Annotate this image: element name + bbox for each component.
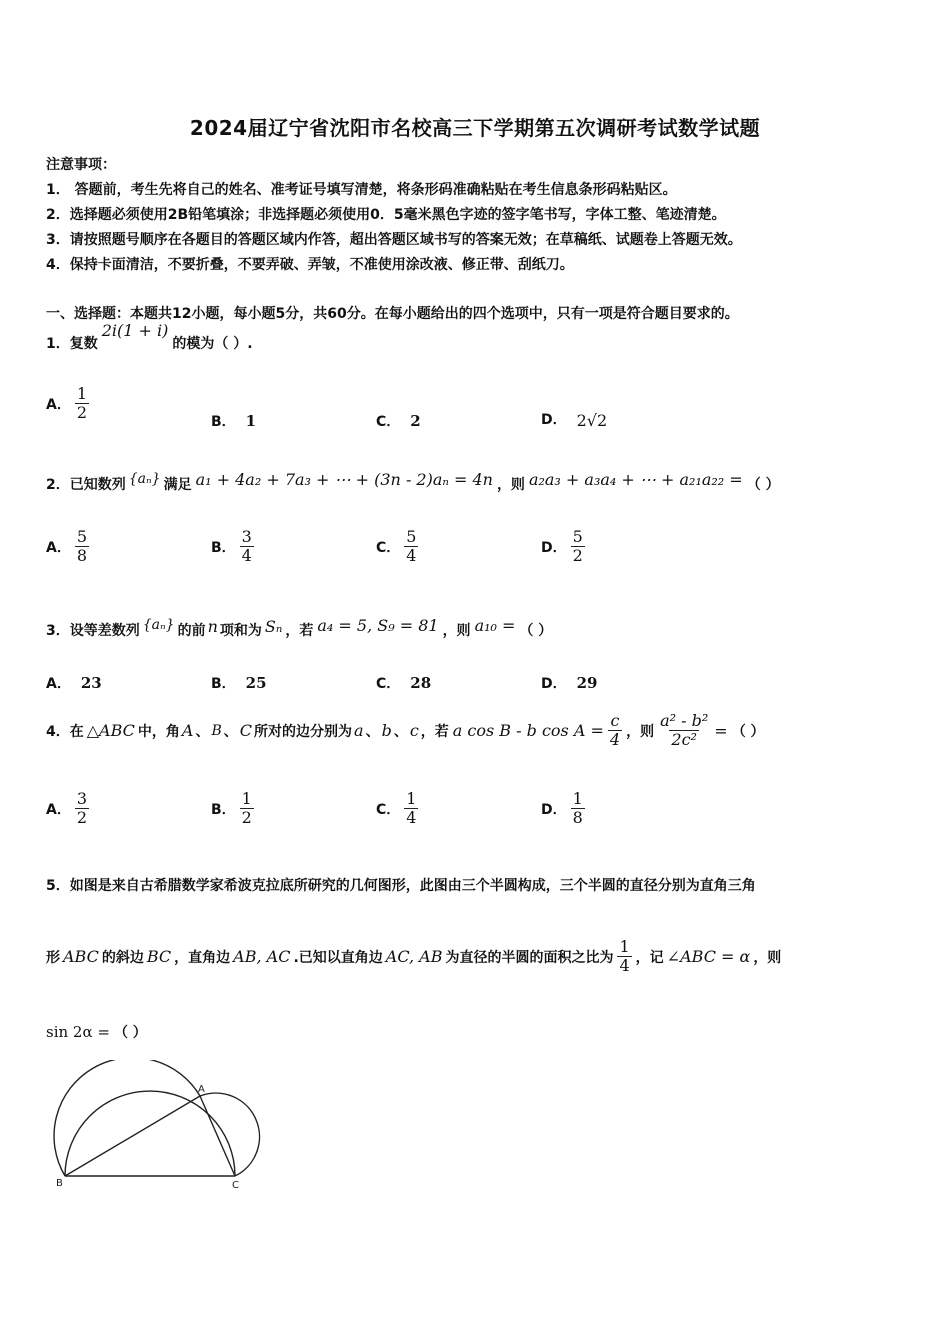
notice-item-2: 2．选择题必须使用2B铅笔填涂；非选择题必须使用0．5毫米黑色字迹的签字笔书写，字体工整、笔迹清楚。 — [46, 207, 726, 223]
fraction: $\frac{1}{4}$ — [619, 937, 630, 976]
q2-option-b[interactable]: B． $\frac{3}{4}$ — [211, 527, 252, 566]
question-5-line-1: 5．如图是来自古希腊数学家希波克拉底所研究的几何图形，此图由三个半圆构成，三个半圆的直径分别为直角三角 — [46, 878, 756, 894]
question-3: 3．设等差数列 {aₙ} 的前 n 项和为 Sₙ ，若 a₄ = 5, S₉ = 81 ，则 a₁₀ = （ ） — [46, 616, 553, 639]
fraction: $\frac{3}{2}$ — [76, 789, 88, 828]
q1-option-c[interactable]: C． 2 — [376, 412, 421, 430]
page-title: 2024届辽宁省沈阳市名校高三下学期第五次调研考试数学试题 — [189, 116, 761, 140]
q4-option-d[interactable]: D． $\frac{1}{8}$ — [541, 789, 583, 828]
q3-option-a[interactable]: A． 23 — [46, 674, 102, 692]
label-c: C — [232, 1180, 239, 1191]
segment-ac — [200, 1096, 235, 1176]
q2-expression: a₂a₃ + a₃a₄ + ⋯ + a₂₁a₂₂ = — [528, 470, 743, 489]
q1-option-a[interactable]: A． $\frac{1}{2}$ — [46, 384, 88, 423]
question-2: 2．已知数列 {aₙ} 满足 a₁ + 4a₂ + 7a₃ + ⋯ + (3n - 2)aₙ = 4n ，则 a₂a₃ + a₃a₄ + ⋯ + a₂₁a₂₂ = （ ） — [46, 470, 780, 493]
q4-option-a[interactable]: A． $\frac{3}{2}$ — [46, 789, 88, 828]
fraction: $\frac{1}{4}$ — [406, 789, 417, 828]
semicircle-bc — [65, 1091, 235, 1176]
q1-tail: 的模为（ ）. — [172, 336, 253, 352]
label-a: A — [198, 1084, 205, 1095]
q1-prefix: 1．复数 — [46, 336, 98, 352]
q2-option-d[interactable]: D． $\frac{5}{2}$ — [541, 527, 583, 566]
q1-expression: 2i(1 + i) — [101, 321, 169, 340]
question-4: 4．在 △ABC 中，角 A 、 B 、 C 所对的边分别为 a 、 b 、 c ，若 a cos B - b cos A = $\frac{c}{4}$ ，则 $\frac{\text{a² - b²}}{\text{2c²}}$ = （ ） — [46, 711, 765, 750]
notice-item-1: 1． 答题前，考生先将自己的姓名、准考证号填写清楚，将条形码准确粘贴在考生信息条形码粘贴区。 — [46, 182, 677, 198]
figure-lines — [54, 1060, 259, 1176]
notice-item-4: 4．保持卡面清洁，不要折叠，不要弄破、弄皱，不准使用涂改液、修正带、刮纸刀。 — [46, 257, 574, 273]
notice-heading: 注意事项： — [46, 157, 116, 173]
q2-sequence: {aₙ} — [128, 471, 161, 487]
notice-item-3: 3．请按照题号顺序在各题目的答题区域内作答，超出答题区域书写的答案无效；在草稿纸、试题卷上答题无效。 — [46, 232, 742, 248]
question-5-line-2: 形 ABC 的斜边 BC ，直角边 AB, AC .已知以直角边 AC, AB 为直径的半圆的面积之比为 $\frac{1}{4}$ ，记 ∠ABC = α ，则 — [46, 937, 782, 976]
q3-option-c[interactable]: C． 28 — [376, 674, 432, 692]
q1-option-b[interactable]: B． 1 — [211, 412, 257, 430]
fraction: $\frac{5}{8}$ — [76, 527, 88, 566]
segment-ba — [65, 1096, 200, 1176]
q2-option-a[interactable]: A． $\frac{5}{8}$ — [46, 527, 88, 566]
question-1 — [46, 321, 253, 353]
q3-prefix: 3．设等差数列 — [46, 623, 140, 639]
fraction: $\frac{5}{2}$ — [572, 527, 583, 566]
q3-condition: a₄ = 5, S₉ = 81 — [317, 616, 439, 635]
q1-option-d[interactable]: D． 2√2 — [541, 410, 608, 430]
fraction: $\frac{3}{4}$ — [241, 527, 252, 566]
q3-option-b[interactable]: B． 25 — [211, 674, 267, 692]
fraction: $\frac{1}{8}$ — [572, 789, 583, 828]
q3-option-d[interactable]: D． 29 — [541, 674, 598, 692]
q4-option-b[interactable]: B． $\frac{1}{2}$ — [211, 789, 252, 828]
q2-condition: a₁ + 4a₂ + 7a₃ + ⋯ + (3n - 2)aₙ = 4n — [195, 470, 493, 489]
fraction: $\frac{1}{2}$ — [76, 384, 88, 423]
hippocrates-figure — [50, 1060, 270, 1200]
q3-expression: a₁₀ = — [474, 616, 516, 635]
q5-expression: sin 2α = — [46, 1023, 110, 1041]
q4-option-c[interactable]: C． $\frac{1}{4}$ — [376, 789, 417, 828]
q2-prefix: 2．已知数列 — [46, 477, 126, 493]
question-5-line-3: sin 2α = （ ） — [46, 1023, 147, 1041]
q4-condition: a cos B - b cos A = — [452, 721, 604, 741]
section-heading: 一、选择题：本题共12小题，每小题5分，共60分。在每小题给出的四个选项中，只有一项是符合题目要求的。 — [46, 306, 739, 322]
q3-sequence: {aₙ} — [142, 617, 175, 633]
q2-option-c[interactable]: C． $\frac{5}{4}$ — [376, 527, 417, 566]
q4-expression: $\frac{\text{a² - b²}}{\text{2c²}}$ — [660, 711, 709, 750]
fraction: $\frac{c}{4}$ — [609, 711, 621, 750]
fraction: $\frac{1}{2}$ — [241, 789, 252, 828]
fraction: $\frac{5}{4}$ — [406, 527, 417, 566]
label-b: B — [56, 1178, 63, 1189]
q4-prefix: 4．在 — [46, 723, 84, 740]
semicircle-ab — [54, 1060, 200, 1176]
